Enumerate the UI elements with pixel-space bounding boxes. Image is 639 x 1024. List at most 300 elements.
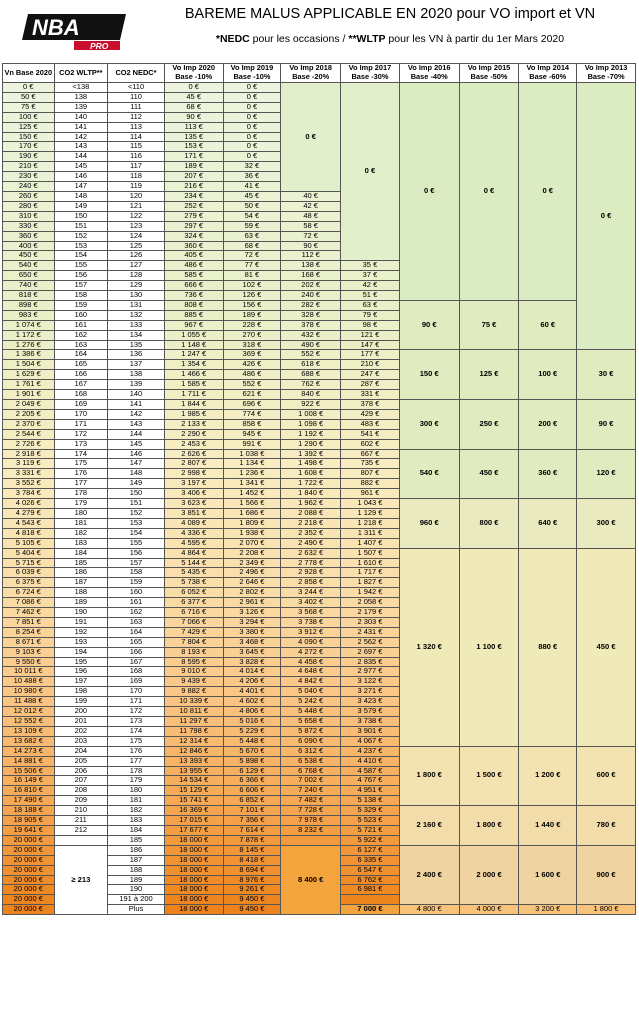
- table-cell: 8 145 €: [223, 845, 281, 855]
- merged-cell: 450 €: [577, 548, 636, 746]
- table-cell: 172: [54, 429, 108, 439]
- table-cell: 3 738 €: [281, 617, 341, 627]
- table-cell: 4 587 €: [341, 766, 400, 776]
- table-cell: 4 410 €: [341, 756, 400, 766]
- table-cell: 8 595 €: [164, 657, 223, 667]
- table-cell: 158: [54, 291, 108, 301]
- table-cell: 157: [54, 281, 108, 291]
- table-cell: 51 €: [341, 291, 400, 301]
- table-cell: 5 523 €: [341, 816, 400, 826]
- table-cell: 15 741 €: [164, 796, 223, 806]
- table-cell: 147 €: [341, 340, 400, 350]
- table-cell: 4 648 €: [281, 667, 341, 677]
- table-cell: 177: [54, 479, 108, 489]
- table-cell: 14 273 €: [3, 746, 55, 756]
- table-cell: 192: [54, 627, 108, 637]
- table-cell: 1 507 €: [341, 548, 400, 558]
- table-cell: 146: [108, 449, 165, 459]
- table-cell: 42 €: [341, 281, 400, 291]
- table-cell: 6 538 €: [281, 756, 341, 766]
- table-cell: 98 €: [341, 320, 400, 330]
- column-header: Vo Imp 2016 Base -40%: [399, 64, 459, 83]
- table-cell: 432 €: [281, 330, 341, 340]
- table-cell: 178: [54, 489, 108, 499]
- table-cell: 141: [54, 122, 108, 132]
- table-cell: 4 237 €: [341, 746, 400, 756]
- table-cell: 6 762 €: [341, 875, 400, 885]
- merged-cell: 2 000 €: [459, 845, 519, 904]
- table-cell: 118: [108, 172, 165, 182]
- table-cell: 1 129 €: [341, 508, 400, 518]
- table-cell: 175: [108, 736, 165, 746]
- table-cell: 1 407 €: [341, 538, 400, 548]
- table-cell: 151: [108, 499, 165, 509]
- malus-table: [2, 63, 636, 915]
- table-cell: 1 172 €: [3, 330, 55, 340]
- table-cell: 0 €: [223, 132, 281, 142]
- table-cell: 1 452 €: [223, 489, 281, 499]
- table-cell: 287 €: [341, 380, 400, 390]
- table-cell: 208: [54, 786, 108, 796]
- table-cell: 1 311 €: [341, 528, 400, 538]
- table-cell: 18 000 €: [164, 905, 223, 915]
- table-cell: 3 645 €: [223, 647, 281, 657]
- table-cell: 32 €: [223, 162, 281, 172]
- table-cell: [341, 895, 400, 905]
- table-cell: 131: [108, 300, 165, 310]
- column-header: Vn Base 2020: [3, 64, 55, 83]
- table-cell: 4 000 €: [459, 905, 519, 915]
- table-cell: 42 €: [281, 201, 341, 211]
- table-cell: 602 €: [341, 439, 400, 449]
- table-cell: 202 €: [281, 281, 341, 291]
- table-cell: 193: [54, 637, 108, 647]
- table-cell: 1 585 €: [164, 380, 223, 390]
- table-cell: 426 €: [223, 360, 281, 370]
- table-cell: 35 €: [341, 261, 400, 271]
- table-cell: 5 658 €: [281, 717, 341, 727]
- table-cell: 72 €: [223, 251, 281, 261]
- table-cell: 13 109 €: [3, 726, 55, 736]
- table-cell: 142: [108, 409, 165, 419]
- table-cell: 5 721 €: [341, 825, 400, 835]
- table-cell: 735 €: [341, 459, 400, 469]
- table-cell: 3 331 €: [3, 469, 55, 479]
- table-cell: 4 026 €: [3, 499, 55, 509]
- table-cell: 210 €: [3, 162, 55, 172]
- table-cell: 1 717 €: [341, 568, 400, 578]
- table-cell: 297 €: [164, 221, 223, 231]
- table-cell: 13 682 €: [3, 736, 55, 746]
- table-row: [3, 350, 636, 360]
- table-cell: 153 €: [164, 142, 223, 152]
- merged-cell: 60 €: [519, 300, 577, 350]
- table-cell: 154: [54, 251, 108, 261]
- table-row: [3, 499, 636, 509]
- table-cell: 252 €: [164, 201, 223, 211]
- table-cell: 5 872 €: [281, 726, 341, 736]
- table-cell: 318 €: [223, 340, 281, 350]
- table-cell: 1 386 €: [3, 350, 55, 360]
- table-cell: 2 646 €: [223, 578, 281, 588]
- table-cell: 5 670 €: [223, 746, 281, 756]
- table-cell: 1 074 €: [3, 320, 55, 330]
- table-cell: 72 €: [281, 231, 341, 241]
- table-cell: 180: [54, 508, 108, 518]
- table-cell: 160: [108, 588, 165, 598]
- merged-cell: 1 320 €: [399, 548, 459, 746]
- table-cell: 127: [108, 261, 165, 271]
- table-cell: 1 341 €: [223, 479, 281, 489]
- table-cell: 2 802 €: [223, 588, 281, 598]
- table-cell: 991 €: [223, 439, 281, 449]
- table-cell: 6 377 €: [164, 598, 223, 608]
- table-cell: 5 040 €: [281, 687, 341, 697]
- table-cell: 3 738 €: [341, 717, 400, 727]
- table-cell: 6 366 €: [223, 776, 281, 786]
- table-cell: 1 038 €: [223, 449, 281, 459]
- table-cell: 1 354 €: [164, 360, 223, 370]
- table-cell: 186: [108, 845, 165, 855]
- merged-cell: 960 €: [399, 499, 459, 549]
- table-cell: 156: [108, 548, 165, 558]
- table-cell: 160: [54, 310, 108, 320]
- table-cell: 6 852 €: [223, 796, 281, 806]
- table-cell: 169: [108, 677, 165, 687]
- table-cell: 1 504 €: [3, 360, 55, 370]
- table-cell: 4 401 €: [223, 687, 281, 697]
- table-cell: 54 €: [223, 211, 281, 221]
- table-cell: 171 €: [164, 152, 223, 162]
- table-cell: 667 €: [341, 449, 400, 459]
- table-cell: 45 €: [223, 191, 281, 201]
- merged-cell: 2 160 €: [399, 806, 459, 846]
- table-cell: 3 828 €: [223, 657, 281, 667]
- column-header: Vo Imp 2017 Base -30%: [341, 64, 400, 83]
- table-cell: 190: [108, 885, 165, 895]
- table-cell: 165: [108, 637, 165, 647]
- table-cell: 4 279 €: [3, 508, 55, 518]
- table-row: [3, 845, 636, 855]
- table-cell: 166: [54, 370, 108, 380]
- table-cell: 7 614 €: [223, 825, 281, 835]
- table-cell: 143: [108, 419, 165, 429]
- table-cell: 6 090 €: [281, 736, 341, 746]
- table-cell: 2 179 €: [341, 608, 400, 618]
- table-cell: 486 €: [223, 370, 281, 380]
- table-cell: 807 €: [341, 469, 400, 479]
- table-cell: 1 466 €: [164, 370, 223, 380]
- table-cell: 4 818 €: [3, 528, 55, 538]
- table-cell: 1 192 €: [281, 429, 341, 439]
- table-cell: 4 806 €: [223, 707, 281, 717]
- table-cell: 178: [108, 766, 165, 776]
- table-cell: 279 €: [164, 211, 223, 221]
- table-cell: 270 €: [223, 330, 281, 340]
- table-cell: 618 €: [281, 360, 341, 370]
- table-cell: 1 686 €: [223, 508, 281, 518]
- table-cell: 20 000 €: [3, 855, 55, 865]
- table-cell: 3 568 €: [281, 608, 341, 618]
- table-cell: 20 000 €: [3, 835, 55, 845]
- page-header: [0, 0, 639, 62]
- table-cell: 11 297 €: [164, 717, 223, 727]
- table-cell: 7 878 €: [223, 835, 281, 845]
- table-cell: 168: [108, 667, 165, 677]
- table-cell: 4 014 €: [223, 667, 281, 677]
- table-cell: 132: [108, 310, 165, 320]
- table-cell: 858 €: [223, 419, 281, 429]
- table-cell: 967 €: [164, 320, 223, 330]
- table-cell: 490 €: [281, 340, 341, 350]
- table-cell: 177 €: [341, 350, 400, 360]
- table-cell: 4 864 €: [164, 548, 223, 558]
- table-cell: 2 133 €: [164, 419, 223, 429]
- table-cell: 429 €: [341, 409, 400, 419]
- table-cell: 3 851 €: [164, 508, 223, 518]
- table-cell: 1 498 €: [281, 459, 341, 469]
- table-cell: 136: [108, 350, 165, 360]
- table-cell: 113 €: [164, 122, 223, 132]
- table-cell: 5 898 €: [223, 756, 281, 766]
- table-cell: 234 €: [164, 191, 223, 201]
- table-cell: 10 339 €: [164, 697, 223, 707]
- table-cell: 2 778 €: [281, 558, 341, 568]
- table-cell: 1 985 €: [164, 409, 223, 419]
- table-cell: 204: [54, 746, 108, 756]
- merged-cell: 640 €: [519, 499, 577, 549]
- table-cell: 4 842 €: [281, 677, 341, 687]
- table-cell: 0 €: [223, 102, 281, 112]
- table-cell: 128: [108, 271, 165, 281]
- table-cell: 121 €: [341, 330, 400, 340]
- table-cell: 6 981 €: [341, 885, 400, 895]
- table-cell: 148: [54, 191, 108, 201]
- table-cell: 2 632 €: [281, 548, 341, 558]
- table-cell: 170: [54, 409, 108, 419]
- table-cell: 3 126 €: [223, 608, 281, 618]
- merged-cell: 780 €: [577, 806, 636, 846]
- table-cell: 2 049 €: [3, 400, 55, 410]
- table-cell: 1 566 €: [223, 499, 281, 509]
- merged-cell: 2 400 €: [399, 845, 459, 904]
- table-cell: 188: [54, 588, 108, 598]
- table-cell: 18 000 €: [164, 835, 223, 845]
- table-cell: 138: [54, 92, 108, 102]
- table-cell: 5 435 €: [164, 568, 223, 578]
- table-cell: 1 098 €: [281, 419, 341, 429]
- table-cell: 112: [108, 112, 165, 122]
- table-cell: 163: [108, 617, 165, 627]
- table-cell: 1 043 €: [341, 499, 400, 509]
- table-cell: 5 404 €: [3, 548, 55, 558]
- table-cell: 1 148 €: [164, 340, 223, 350]
- table-cell: 119: [108, 182, 165, 192]
- table-cell: 331 €: [341, 390, 400, 400]
- table-cell: 126 €: [223, 291, 281, 301]
- table-cell: 142: [54, 132, 108, 142]
- table-cell: 3 912 €: [281, 627, 341, 637]
- table-cell: 187: [54, 578, 108, 588]
- table-cell: 190 €: [3, 152, 55, 162]
- table-cell: 150: [54, 211, 108, 221]
- subtitle-wltp: **WLTP: [348, 33, 386, 45]
- table-cell: 140: [108, 390, 165, 400]
- merged-cell: 1 800 €: [399, 746, 459, 805]
- merged-cell: 120 €: [577, 449, 636, 499]
- merged-cell: 600 €: [577, 746, 636, 805]
- table-cell: 7 978 €: [281, 816, 341, 826]
- table-header-row: [3, 64, 636, 83]
- table-cell: 10 980 €: [3, 687, 55, 697]
- table-cell: 167: [108, 657, 165, 667]
- table-cell: 184: [54, 548, 108, 558]
- table-cell: 3 784 €: [3, 489, 55, 499]
- table-cell: 6 375 €: [3, 578, 55, 588]
- table-row: [3, 300, 636, 310]
- table-cell: 3 380 €: [223, 627, 281, 637]
- table-cell: 17 677 €: [164, 825, 223, 835]
- table-cell: 174: [54, 449, 108, 459]
- table-cell: 5 329 €: [341, 806, 400, 816]
- table-cell: 2 496 €: [223, 568, 281, 578]
- table-cell: 18 000 €: [164, 845, 223, 855]
- table-cell: 282 €: [281, 300, 341, 310]
- table-cell: 0 €: [164, 83, 223, 93]
- table-cell: 145: [54, 162, 108, 172]
- table-cell: 8 976 €: [223, 875, 281, 885]
- table-cell: 5 016 €: [223, 717, 281, 727]
- column-header: Vo Imp 2018 Base -20%: [281, 64, 341, 83]
- table-cell: 1 276 €: [3, 340, 55, 350]
- table-cell: 16 369 €: [164, 806, 223, 816]
- table-cell: 1 711 €: [164, 390, 223, 400]
- table-cell: 14 534 €: [164, 776, 223, 786]
- table-cell: 2 697 €: [341, 647, 400, 657]
- table-cell: 161: [108, 598, 165, 608]
- table-cell: 1 008 €: [281, 409, 341, 419]
- table-cell: 149: [108, 479, 165, 489]
- table-cell: 5 144 €: [164, 558, 223, 568]
- table-cell: 1 761 €: [3, 380, 55, 390]
- table-cell: 2 977 €: [341, 667, 400, 677]
- table-cell: 189 €: [164, 162, 223, 172]
- table-cell: 9 450 €: [223, 895, 281, 905]
- table-cell: 6 768 €: [281, 766, 341, 776]
- table-cell: 898 €: [3, 300, 55, 310]
- table-cell: 156 €: [223, 300, 281, 310]
- table-cell: 4 336 €: [164, 528, 223, 538]
- table-cell: 18 000 €: [164, 895, 223, 905]
- table-cell: 144: [54, 152, 108, 162]
- table-cell: 12 012 €: [3, 707, 55, 717]
- table-cell: 12 314 €: [164, 736, 223, 746]
- merged-cell: 200 €: [519, 400, 577, 450]
- page-title: BAREME MALUS APPLICABLE EN 2020 pour VO import et VN: [184, 6, 596, 22]
- table-cell: 167: [54, 380, 108, 390]
- table-cell: 2 858 €: [281, 578, 341, 588]
- table-cell: 2 961 €: [223, 598, 281, 608]
- table-cell: 6 312 €: [281, 746, 341, 756]
- table-cell: 2 349 €: [223, 558, 281, 568]
- table-cell: 112 €: [281, 251, 341, 261]
- table-cell: 5 105 €: [3, 538, 55, 548]
- subtitle-text-2: pour les VN à partir du 1er Mars 2020: [385, 33, 565, 45]
- table-cell: 130: [108, 291, 165, 301]
- table-cell: 68 €: [223, 241, 281, 251]
- table-cell: 176: [54, 469, 108, 479]
- table-cell: 3 244 €: [281, 588, 341, 598]
- table-cell: 1 840 €: [281, 489, 341, 499]
- table-cell: 10 488 €: [3, 677, 55, 687]
- table-cell: 247 €: [341, 370, 400, 380]
- table-cell: 3 294 €: [223, 617, 281, 627]
- table-cell: 180: [108, 786, 165, 796]
- table-cell: 141: [108, 400, 165, 410]
- table-cell: 189 €: [223, 310, 281, 320]
- table-cell: 111: [108, 102, 165, 112]
- table-cell: 153: [108, 518, 165, 528]
- logo-text: NBA: [32, 15, 80, 40]
- table-row: [3, 83, 636, 93]
- table-cell: 12 552 €: [3, 717, 55, 727]
- table-cell: 77 €: [223, 261, 281, 271]
- table-cell: 3 122 €: [341, 677, 400, 687]
- table-cell: 7 851 €: [3, 617, 55, 627]
- merged-cell: 1 500 €: [459, 746, 519, 805]
- table-cell: 7 804 €: [164, 637, 223, 647]
- table-cell: 135: [108, 340, 165, 350]
- table-cell: 79 €: [341, 310, 400, 320]
- table-cell: 0 €: [223, 83, 281, 93]
- merged-cell: 300 €: [399, 400, 459, 450]
- table-cell: 148: [108, 469, 165, 479]
- merged-cell: 1 200 €: [519, 746, 577, 805]
- table-cell: 7 356 €: [223, 816, 281, 826]
- table-cell: 139: [108, 380, 165, 390]
- table-cell: 2 205 €: [3, 409, 55, 419]
- table-cell: 164: [108, 627, 165, 637]
- table-cell: 2 544 €: [3, 429, 55, 439]
- table-cell: 740 €: [3, 281, 55, 291]
- table-cell: 736 €: [164, 291, 223, 301]
- table-cell: 63 €: [223, 231, 281, 241]
- table-cell: 2 208 €: [223, 548, 281, 558]
- table-cell: 4 800 €: [399, 905, 459, 915]
- table-cell: 149: [54, 201, 108, 211]
- table-cell: 885 €: [164, 310, 223, 320]
- table-cell: 4 458 €: [281, 657, 341, 667]
- table-row: [3, 548, 636, 558]
- table-cell: 2 352 €: [281, 528, 341, 538]
- table-cell: 18 905 €: [3, 816, 55, 826]
- table-cell: 688 €: [281, 370, 341, 380]
- table-cell: 13 393 €: [164, 756, 223, 766]
- table-cell: 3 402 €: [281, 598, 341, 608]
- table-cell: 19 641 €: [3, 825, 55, 835]
- table-cell: 9 439 €: [164, 677, 223, 687]
- logo-subtext: PRO: [90, 41, 109, 51]
- table-cell: 166: [108, 647, 165, 657]
- table-cell: 6 547 €: [341, 865, 400, 875]
- table-cell: 1 962 €: [281, 499, 341, 509]
- table-cell: 165: [54, 360, 108, 370]
- table-cell: 186: [54, 568, 108, 578]
- table-cell: 7 086 €: [3, 598, 55, 608]
- table-cell: 6 052 €: [164, 588, 223, 598]
- table-cell: 7 066 €: [164, 617, 223, 627]
- table-cell: 81 €: [223, 271, 281, 281]
